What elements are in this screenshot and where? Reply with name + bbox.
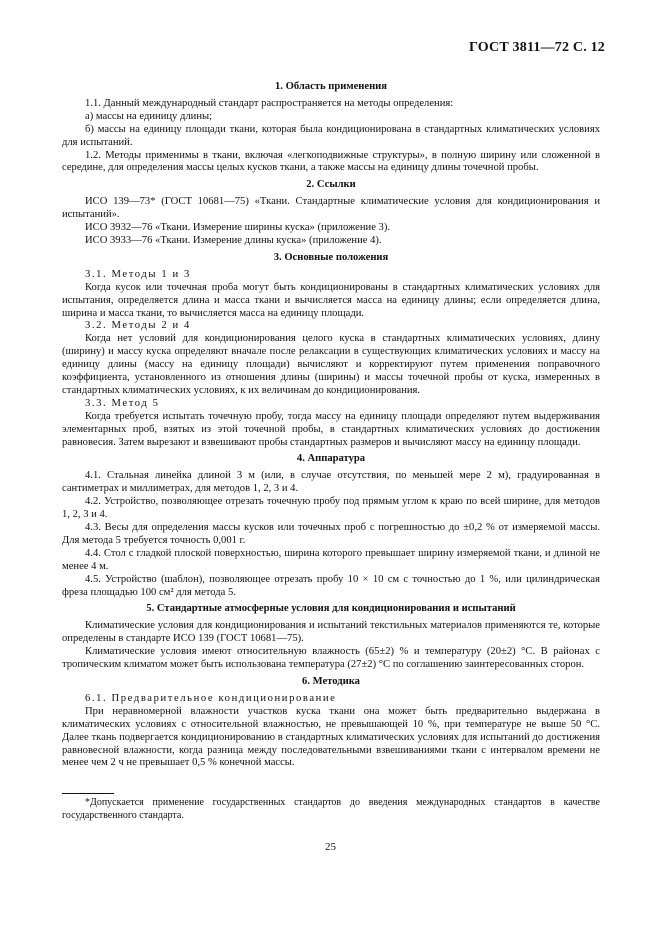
- paragraph: 4.4. Стол с гладкой плоской поверхностью, ширина которого превышает ширину измеряемой ткани, и длиной не менее 4 м.: [62, 547, 600, 572]
- document-body: [62, 77, 600, 770]
- paragraph: 1.1. Данный международный стандарт распространяется на методы определения:: [85, 97, 454, 109]
- paragraph: 4.1. Стальная линейка длиной 3 м (или, в случае отсутствия, по меньшей мере 2 м), градуированная в сантиметрах и миллиметрах, для методов 1, 2, 3 и 4.: [62, 470, 600, 495]
- section-3-title: 3. Основные положения: [273, 251, 389, 263]
- page-header: ГОСТ 3811—72 С. 12: [468, 40, 605, 55]
- paragraph: ИСО 139—73* (ГОСТ 10681—75) «Ткани. Стандартные климатические условия для кондиционирования и испытаний».: [62, 196, 600, 221]
- footnote-divider: [62, 793, 114, 794]
- section-6-title: 6. Методика: [302, 675, 360, 687]
- section-5-title: 5. Стандартные атмосферные условия для кондиционирования и испытаний: [146, 603, 516, 615]
- paragraph: а) массы на единицу длины;: [85, 110, 213, 122]
- paragraph: 4.3. Весы для определения массы кусков или точечных проб с погрешностью до ±0,2 % от измеряемой массы. Для метода 5 требуется точность 0,001 г.: [62, 522, 600, 546]
- paragraph: ИСО 3932—76 «Ткани. Измерение ширины куска» (приложение 3).: [85, 222, 391, 234]
- subsection-heading: 3.1. Методы 1 и 3: [85, 268, 191, 280]
- paragraph: б) массы на единицу площади ткани, которая была кондиционирована в стандартных климатических условиях для испытаний.: [62, 123, 600, 148]
- paragraph: 1.2. Методы применимы в ткани, включая «легкоподвижные структуры», в полную ширину или сложенной в середине, для определения массы целых кусков ткани, а также массы на единицу длины точечной пробы.: [62, 149, 600, 174]
- section-4-title: 4. Аппаратура: [296, 453, 366, 465]
- subsection-heading: 6.1. Предварительное кондиционирование: [85, 692, 337, 704]
- footnote: *Допускается применение государственных стандартов до введения международных стандартов в качестве государственного стандарта.: [62, 797, 600, 821]
- paragraph: Климатические условия имеют относительную влажность (65±2) % и температуру (20±2) °С. В районах с тропическим климатом может быть использована температура (27±2) °С по соглашению заинтересованных сторон.: [62, 646, 600, 671]
- paragraph: Когда нет условий для кондиционирования целого куска в стандартных климатических условиях, длину (ширину) и массу куска определяют вначале после релаксации в существующих климатических условиях и массу на единицу длины (массу на единицу площади) вычисляют и корректируют путем применения поправочного коэффициента, установленного из отношения длины (ширины) и массы точечной пробы от куска, измеренных в стандартных климатических условиях, к их величинам до кондиционирования.: [62, 333, 600, 396]
- section-2-title: 2. Ссылки: [306, 179, 356, 191]
- subsection-heading: 3.3. Метод 5: [85, 397, 160, 409]
- paragraph: ИСО 3933—76 «Ткани. Измерение длины куска» (приложение 4).: [85, 234, 382, 246]
- paragraph: 4.5. Устройство (шаблон), позволяющее отрезать пробу 10 × 10 см с точностью до 1 %, или цилиндрическая фреза площадью 100 см² для метода 5.: [62, 573, 600, 598]
- section-1-title: 1. Область применения: [274, 81, 388, 92]
- paragraph: 4.2. Устройство, позволяющее отрезать точечную пробу под прямым углом к краю по всей ширине, для методов 1, 2, 3 и 4.: [62, 496, 600, 521]
- paragraph: При неравномерной влажности участков куска ткани она может быть предварительно выдержана в климатических условиях с относительной влажностью, не превышающей 10 %, при температуре не выше 50 °С. Далее ткань подвергается кондиционированию в стандартных климатических условиях для испытаний до достижения равновесной влажности, когда разница между последовательными взвешиваниями ткани с интервалом времени не менее чем 2 ч не превышает 0,5 % конечной массы.: [62, 705, 600, 769]
- paragraph: Климатические условия для кондиционирования и испытаний текстильных материалов применяются те, которые определены в стандарте ИСО 139 (ГОСТ 10681—75).: [62, 620, 600, 645]
- paragraph: Когда кусок или точечная проба могут быть кондиционированы в стандартных климатических условиях для испытания, определяется длина и масса ткани и вычисляется масса на единицу длины; если определяется длина, ширина и масса ткани, то вычисляется масса на единицу площади.: [62, 281, 600, 319]
- page-number: 25: [325, 841, 336, 853]
- paragraph: Когда требуется испытать точечную пробу, тогда массу на единицу площади определяют путем выдерживания элементарных проб, взятых из этой точечной пробы, в стандартных климатических условиях до достижения равновесия. Затем вырезают и взвешивают пробы стандартных размеров и вычисляют массу на единицу площади.: [62, 410, 600, 448]
- subsection-heading: 3.2. Методы 2 и 4: [85, 320, 191, 332]
